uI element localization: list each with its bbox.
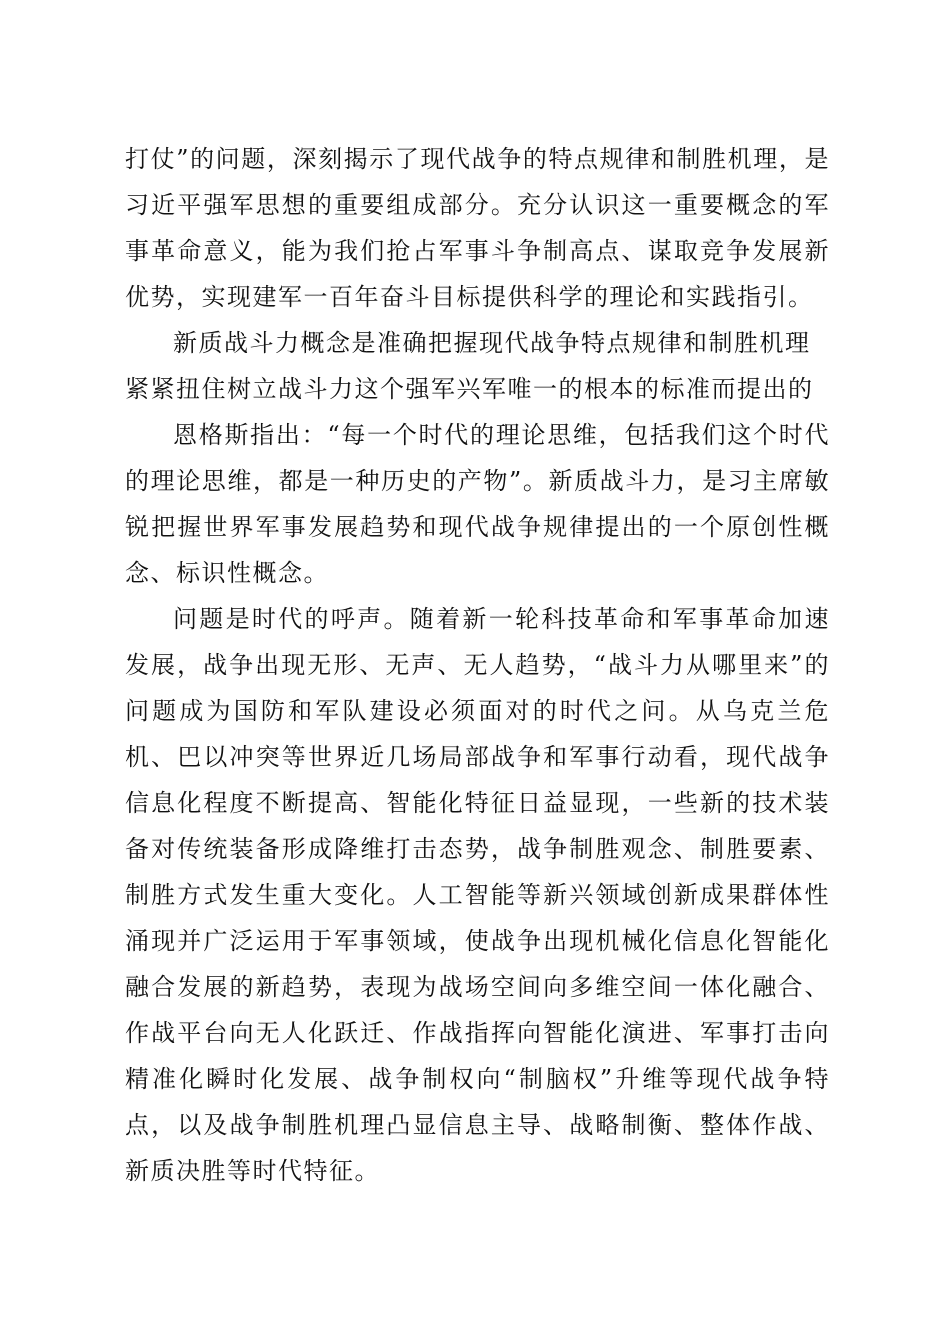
document-body	[125, 136, 830, 1194]
section-heading: 新质战斗力概念是准确把握现代战争特点规律和制胜机理紧紧扭住树立战斗力这个强军兴军唯一的根本的标准而提出的	[125, 329, 814, 403]
paragraph-era-question: 问题是时代的呼声。随着新一轮科技革命和军事革命加速发展，战争出现无形、无声、无人趋势，“战斗力从哪里来”的问题成为国防和军队建设必须面对的时代之问。从乌克兰危机、巴以冲突等世界近几场局部战争和军事行动看，现代战争信息化程度不断提高、智能化特征日益显现，一些新的技术装备对传统装备形成降维打击态势，战争制胜观念、制胜要素、制胜方式发生重大变化。人工智能等新兴领域创新成果群体性涌现并广泛运用于军事领域，使战争出现机械化信息化智能化融合发展的新趋势，表现为战场空间向多维空间一体化融合、作战平台向无人化跃迁、作战指挥向智能化演进、军事打击向精准化瞬时化发展、战争制权向“制脑权”升维等现代战争特点，以及战争制胜机理凸显信息主导、战略制衡、整体作战、新质决胜等时代特征。	[125, 605, 830, 1185]
paragraph-engels: 恩格斯指出：“每一个时代的理论思维，包括我们这个时代的理论思维，都是一种历史的产物”。新质战斗力，是习主席敏锐把握世界军事发展趋势和现代战争规律提出的一个原创性概念、标识性概念。	[125, 421, 830, 587]
paragraph-continuation: 打仗”的问题，深刻揭示了现代战争的特点规律和制胜机理，是习近平强军思想的重要组成部分。充分认识这一重要概念的军事革命意义，能为我们抢占军事斗争制高点、谋取竞争发展新优势，实现建军一百年奋斗目标提供科学的理论和实践指引。	[125, 145, 830, 311]
